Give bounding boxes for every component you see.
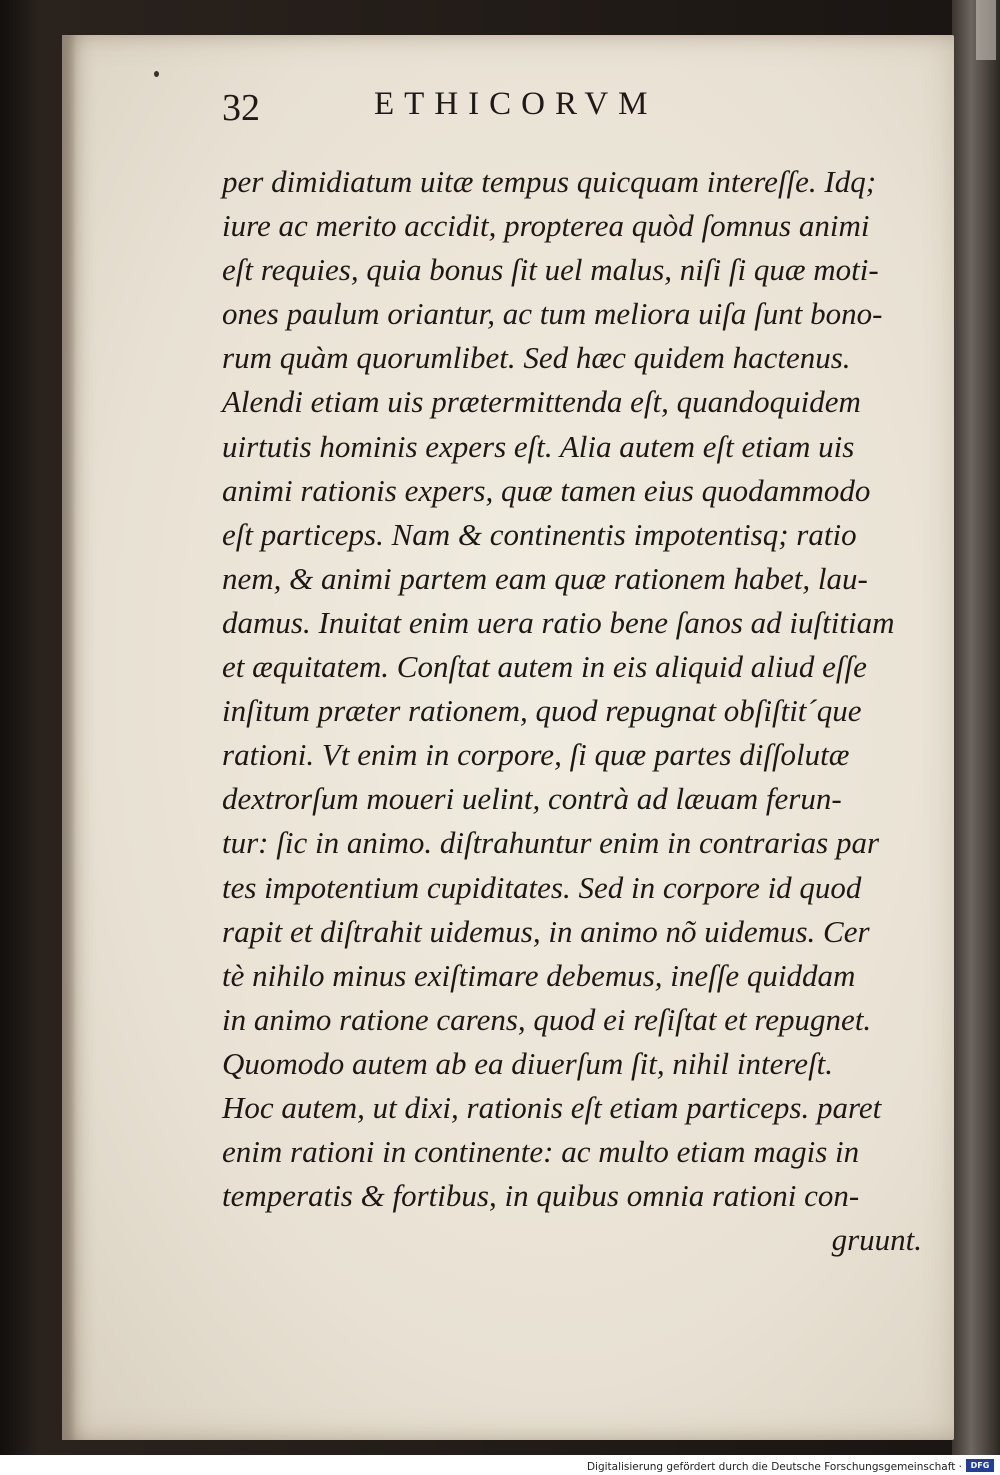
- text-line: Quomodo autem ab ea diuerſum ſit, nihil intereſt.: [222, 1045, 834, 1081]
- text-line: rum quàm quorumlibet. Sed hæc quidem hactenus.: [222, 340, 851, 376]
- body-text: [222, 160, 932, 1262]
- dfg-logo-icon: DFG: [966, 1459, 994, 1472]
- text-line: tes impotentium cupiditates. Sed in corpore id quod: [222, 869, 862, 905]
- running-head: ETHICORVM: [374, 86, 658, 122]
- text-line: Hoc autem, ut dixi, rationis eſt etiam particeps. paret: [222, 1089, 882, 1125]
- text-line: iure ac merito accidit, propterea quòd ſomnus animi: [222, 208, 870, 244]
- text-line: uirtutis hominis expers eſt. Alia autem eſt etiam uis: [222, 428, 855, 464]
- text-line: Alendi etiam uis prætermittenda eſt, quandoquidem: [222, 384, 861, 420]
- text-line: dextrorſum moueri uelint, contrà ad læuam ferun-: [222, 781, 842, 817]
- text-line: eſt requies, quia bonus ſit uel malus, niſi ſi quæ moti-: [222, 252, 879, 288]
- text-line: per dimidiatum uitæ tempus quicquam intereſſe. Idq;: [222, 164, 877, 199]
- page-number: 32: [222, 87, 260, 129]
- text-line: animi rationis expers, quæ tamen eius quodammodo: [222, 472, 871, 508]
- text-line: in animo ratione carens, quod ei reſiſtat et repugnet.: [222, 1001, 872, 1037]
- funding-credit: Digitalisierung gefördert durch die Deutsche Forschungsgemeinschaft ·: [586, 1461, 962, 1473]
- text-line: rationi. Vt enim in corpore, ſi quæ partes diſſolutæ: [222, 737, 850, 773]
- text-line: temperatis & fortibus, in quibus omnia rationi con-: [222, 1178, 860, 1214]
- page-edge: [952, 0, 1000, 1455]
- text-line: et æquitatem. Conſtat autem in eis aliquid aliud eſſe: [222, 649, 867, 685]
- text-line: inſitum præter rationem, quod repugnat obſiſtit´que: [222, 693, 862, 729]
- text-line: rapit et diſtrahit uidemus, in animo nõ uidemus. Cer: [222, 913, 870, 949]
- text-line: tè nihilo minus exiſtimare debemus, ineſſe quiddam: [222, 957, 856, 993]
- text-line: nem, & animi partem eam quæ rationem habet, lau-: [222, 560, 868, 596]
- text-line: tur: ſic in animo. diſtrahuntur enim in contrarias par: [222, 825, 880, 861]
- ink-speck: [154, 71, 159, 77]
- page-header: [222, 86, 922, 146]
- catchword: gruunt.: [831, 1222, 922, 1258]
- text-line: eſt particeps. Nam & continentis impotentisq; ratio: [222, 516, 857, 552]
- text-line: damus. Inuitat enim uera ratio bene ſanos ad iuſtitiam: [222, 604, 895, 640]
- text-line: ones paulum oriantur, ac tum meliora uiſa ſunt bono-: [222, 296, 883, 332]
- text-line: enim rationi in continente: ac multo etiam magis in: [222, 1134, 860, 1170]
